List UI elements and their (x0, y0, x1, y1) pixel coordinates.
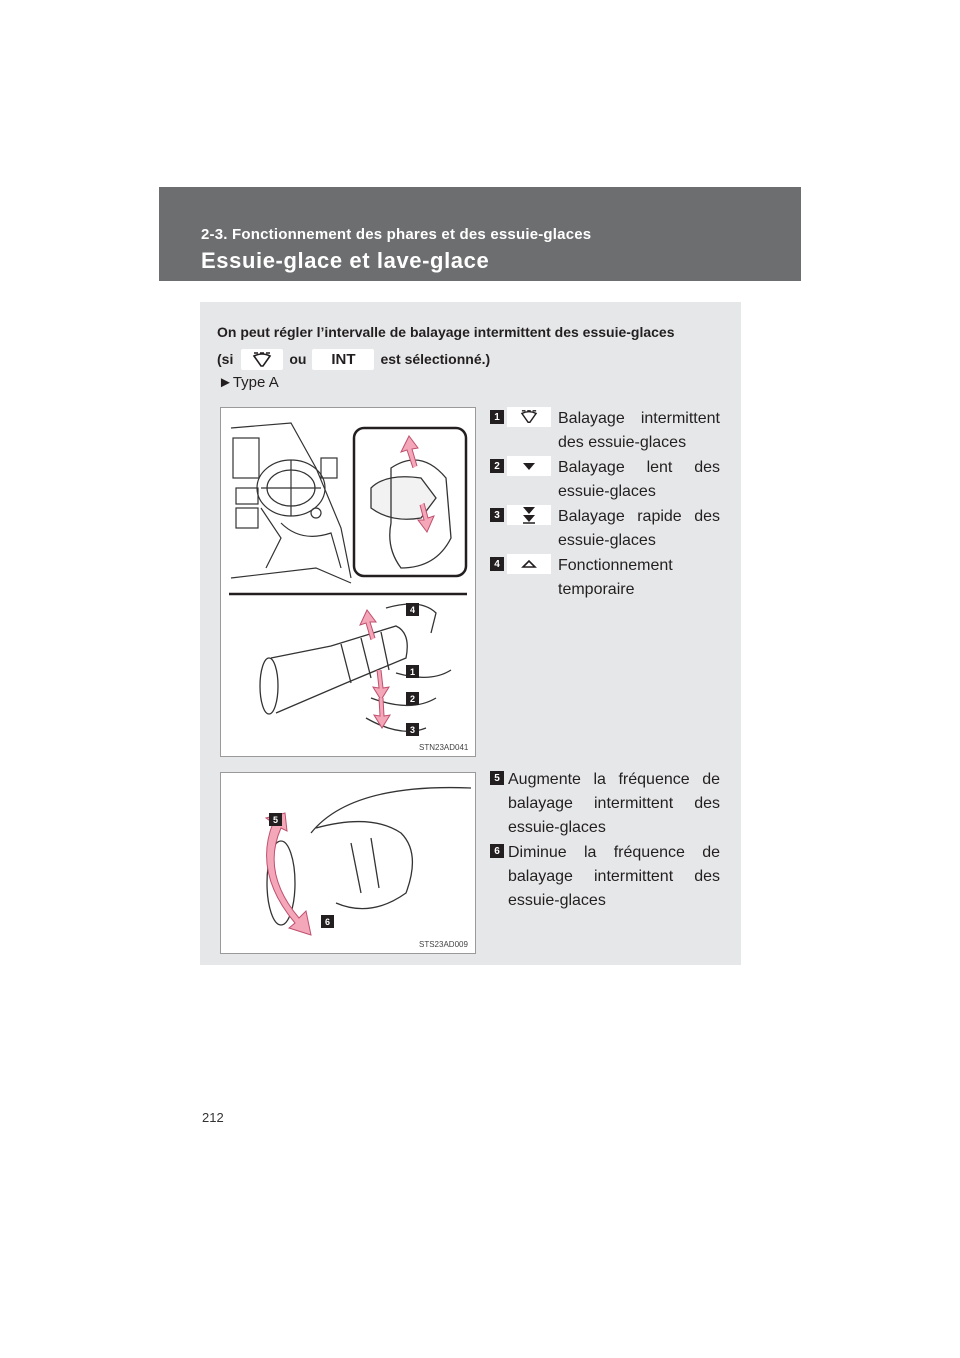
figure-code: STN23AD041 (419, 743, 469, 752)
list-item (490, 456, 720, 505)
intro-line-1: On peut régler l’intervalle de balayage intermittent des essuie-glaces (217, 324, 675, 340)
list-item (490, 768, 720, 841)
intro-suffix: est sélectionné.) (380, 351, 491, 367)
triangle-down-icon (507, 456, 551, 476)
figure-label-2: 2 (406, 692, 419, 705)
item-text: Balayage rapide des essuie-glaces (558, 508, 720, 549)
item-text: Balayage intermittent des essuie-glaces (558, 410, 720, 451)
double-triangle-down-icon (507, 505, 551, 525)
item-text: Balayage lent des essuie-glaces (558, 459, 720, 500)
int-mode-chip: INT (312, 349, 374, 370)
item-number: 3 (490, 508, 504, 522)
triangle-up-outline-icon (507, 554, 551, 574)
figure-label-1: 1 (406, 665, 419, 678)
item-number: 1 (490, 410, 504, 424)
list-item (490, 841, 720, 914)
list-item (490, 407, 720, 456)
item-number: 6 (490, 844, 504, 858)
page-title: Essuie-glace et lave-glace (201, 248, 490, 273)
intro-text (217, 319, 727, 373)
section-title: 2-3. Fonctionnement des phares et des essuie-glaces (201, 226, 592, 243)
wiper-ring-drawing (221, 773, 475, 953)
interval-legend (490, 768, 720, 914)
item-number: 4 (490, 557, 504, 571)
wiper-lever-drawing (221, 408, 475, 756)
figure-label-5: 5 (269, 813, 282, 826)
intro-or: ou (289, 351, 307, 367)
item-number: 2 (490, 459, 504, 473)
item-text: Augmente la fréquence de balayage intermittent des essuie-glaces (508, 771, 720, 836)
list-item (490, 505, 720, 554)
figure-label-4: 4 (406, 603, 419, 616)
type-a-label: ►Type A (218, 374, 279, 391)
wiper-lever-illustration (220, 407, 476, 757)
intro-line-2 (217, 346, 727, 373)
item-text: Diminue la fréquence de balayage intermittent des essuie-glaces (508, 844, 720, 909)
wiper-intermittent-icon (241, 349, 283, 370)
page-number: 212 (202, 1110, 224, 1125)
item-number: 5 (490, 771, 504, 785)
intro-prefix: (si (217, 351, 234, 367)
chapter-header (159, 187, 801, 281)
wiper-intermittent-icon (507, 407, 551, 427)
figure-label-3: 3 (406, 723, 419, 736)
figure-label-6: 6 (321, 915, 334, 928)
item-text: Fonctionnement temporaire (558, 557, 673, 598)
list-item (490, 554, 720, 603)
type-a-legend (490, 407, 720, 603)
wiper-ring-illustration (220, 772, 476, 954)
figure-code: STS23AD009 (419, 940, 468, 949)
